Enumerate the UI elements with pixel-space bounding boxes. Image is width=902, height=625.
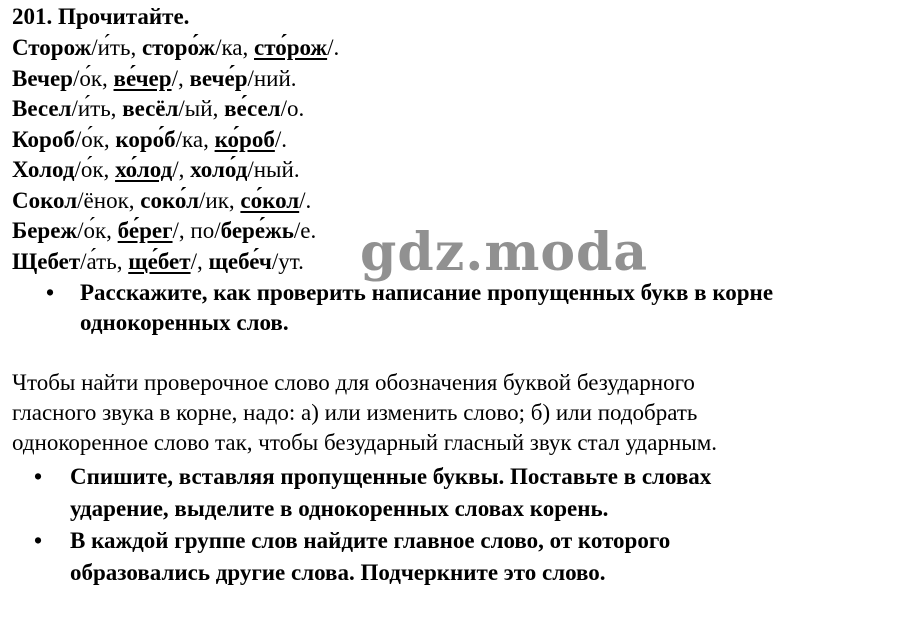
task2-line2: ударение, выделите в однокоренных словах корень. xyxy=(70,496,609,521)
task1-line2: однокоренных слов. xyxy=(80,310,289,335)
word-part: ще́бет xyxy=(128,249,191,274)
suffix-part: /ний. xyxy=(247,66,297,91)
suffix-part: /о́к, xyxy=(77,218,118,243)
word-group-row xyxy=(12,125,287,155)
word-part: бе́рег xyxy=(117,218,173,243)
exercise-heading: 201. Прочитайте. xyxy=(12,4,190,29)
word-group-row xyxy=(12,216,316,246)
word-part: бере́жь xyxy=(220,218,294,243)
suffix-part: /ёнок, xyxy=(77,188,141,213)
word-part: сторо́ж xyxy=(141,35,216,60)
suffix-part: /. xyxy=(274,127,287,152)
task2-line1: Спишите, вставляя пропущенные буквы. Поставьте в словах xyxy=(70,464,712,489)
suffix-part: /о́к, xyxy=(74,127,116,152)
suffix-part: /ный. xyxy=(247,157,300,182)
task3-line1: В каждой группе слов найдите главное слово, от которого xyxy=(70,528,671,553)
task3-line2: образовались другие слова. Подчеркните это слово. xyxy=(70,560,606,585)
word-part: Весел xyxy=(12,96,72,121)
word-part: вече́р xyxy=(189,66,248,91)
word-part: соко́л xyxy=(140,188,200,213)
answer-line2: гласного звука в корне, надо: а) или изменить слово; б) или подобрать xyxy=(12,400,698,425)
suffix-part: /, xyxy=(171,66,190,91)
word-part: Щебет xyxy=(12,249,81,274)
word-part: Вечер xyxy=(12,66,73,91)
suffix-part: /, xyxy=(172,157,191,182)
word-group-row xyxy=(12,247,304,277)
suffix-part: /ик, xyxy=(199,188,241,213)
word-part: Береж xyxy=(12,218,78,243)
suffix-part: /ут. xyxy=(271,249,304,274)
word-part: хо́лод xyxy=(115,157,173,182)
word-part: Холод xyxy=(12,157,75,182)
word-group-row xyxy=(12,64,297,94)
task1-bullet: • xyxy=(46,280,55,305)
answer-line3: однокоренное слово так, чтобы безударный гласный звук стал ударным. xyxy=(12,430,718,455)
word-part: со́кол xyxy=(240,188,300,213)
task2-bullet: • xyxy=(34,464,43,489)
suffix-part: /ка, xyxy=(175,127,215,152)
task1-line1: Расскажите, как проверить написание пропущенных букв в корне xyxy=(80,280,774,305)
word-part: холо́д xyxy=(190,157,248,182)
suffix-part: /. xyxy=(299,188,312,213)
word-part: сто́рож xyxy=(254,35,328,60)
word-part: ве́чер xyxy=(113,66,172,91)
suffix-part: /е. xyxy=(293,218,317,243)
word-part: весёл xyxy=(122,96,179,121)
suffix-part: /и́ть, xyxy=(91,35,142,60)
watermark: gdz.moda xyxy=(360,222,649,283)
word-group-row xyxy=(12,94,304,124)
word-group-row xyxy=(12,33,339,63)
word-part: Сторож xyxy=(12,35,92,60)
word-part: коро́б xyxy=(115,127,176,152)
suffix-part: /, по/ xyxy=(172,218,221,243)
word-part: Сокол xyxy=(12,188,78,213)
word-part: ко́роб xyxy=(214,127,275,152)
word-group-row xyxy=(12,155,300,185)
suffix-part: /о. xyxy=(280,96,305,121)
suffix-part: /а́ть, xyxy=(80,249,129,274)
suffix-part: /о́к, xyxy=(74,157,116,182)
word-part: щебе́ч xyxy=(208,249,272,274)
suffix-part: /и́ть, xyxy=(71,96,123,121)
suffix-part: /ка, xyxy=(215,35,254,60)
word-part: Короб xyxy=(12,127,75,152)
suffix-part: /ый, xyxy=(178,96,225,121)
suffix-part: /о́к, xyxy=(72,66,114,91)
task3-bullet: • xyxy=(34,528,43,553)
suffix-part: /, xyxy=(190,249,209,274)
word-group-row xyxy=(12,186,311,216)
word-part: ве́сел xyxy=(224,96,281,121)
suffix-part: /. xyxy=(327,35,340,60)
answer-line1: Чтобы найти проверочное слово для обозначения буквой безударного xyxy=(12,370,695,395)
